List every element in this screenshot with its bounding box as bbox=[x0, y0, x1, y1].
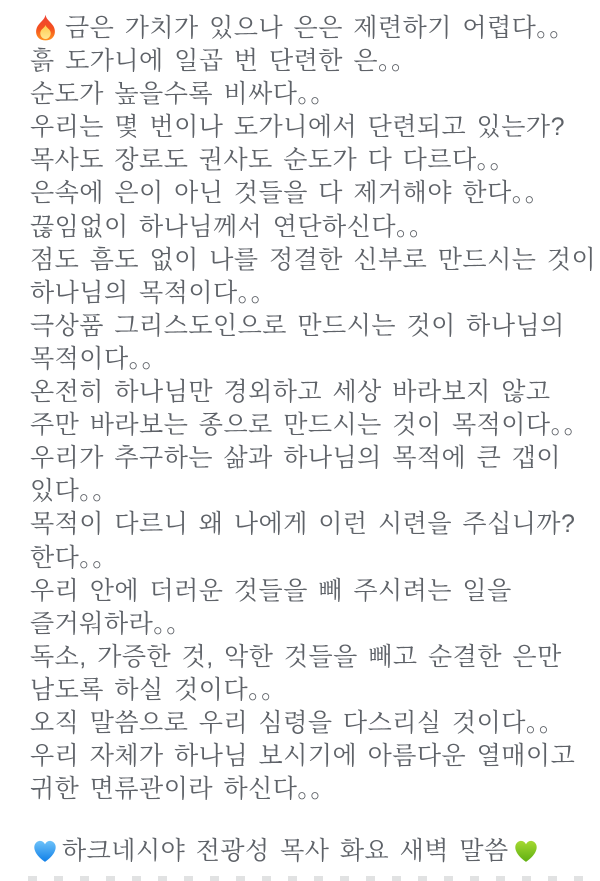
text-line: 순도가 높을수록 비싸다。。 bbox=[30, 80, 336, 109]
text-line: 주만 바라보는 종으로 만드시는 것이 목적이다。。 bbox=[30, 411, 590, 440]
sermon-notes-post bbox=[30, 12, 597, 871]
text-line: 목사도 장로도 권사도 순도가 다 다르다。。 bbox=[30, 146, 516, 175]
text-line: 흙 도가니에 일곱 번 단련한 은。。 bbox=[30, 47, 417, 76]
cropped-next-line-fragment bbox=[28, 876, 590, 881]
text-line: 목적이 다르니 왜 나에게 이런 시련을 주십니까? bbox=[30, 510, 576, 539]
text-line: 하나님의 목적이다。。 bbox=[30, 278, 277, 307]
text-line bbox=[30, 12, 586, 45]
text-line-content: 금은 가치가 있으나 은은 제련하기 어렵다。。 bbox=[65, 14, 575, 42]
attribution-text: 하크네시야 전광성 목사 화요 새벽 말씀 bbox=[62, 837, 509, 866]
text-line: 점도 흠도 없이 나를 정결한 신부로 만드시는 것이 bbox=[30, 245, 597, 274]
text-line: 우리 안에 더러운 것들을 빼 주시려는 일을 bbox=[30, 576, 512, 605]
green-heart-emoji bbox=[511, 836, 541, 866]
text-line: 은속에 은이 아닌 것들을 다 제거해야 한다。。 bbox=[30, 179, 551, 208]
blue-heart-emoji bbox=[30, 836, 60, 866]
text-line: 오직 말씀으로 우리 심령을 다스리실 것이다。。 bbox=[30, 708, 565, 737]
text-line: 있다。。 bbox=[30, 477, 118, 506]
text-line: 귀한 면류관이라 하신다。。 bbox=[30, 775, 336, 804]
text-line: 즐거워하라。。 bbox=[30, 609, 192, 638]
text-line: 한다。。 bbox=[30, 543, 118, 572]
text-line: 독소, 가증한 것, 악한 것들을 빼고 순결한 은만 bbox=[30, 642, 562, 671]
text-line: 우리가 추구하는 삶과 하나님의 목적에 큰 갭이 bbox=[30, 444, 562, 473]
text-line: 끊임없이 하나님께서 연단하신다。。 bbox=[30, 212, 435, 241]
fire-emoji bbox=[30, 13, 61, 44]
text-line: 목적이다。。 bbox=[30, 344, 168, 373]
text-line: 남도록 하실 것이다。。 bbox=[30, 675, 287, 704]
text-line: 우리는 몇 번이나 도가니에서 단련되고 있는가? bbox=[30, 113, 565, 142]
text-line: 온전히 하나님만 경외하고 세상 바라보지 않고 bbox=[30, 378, 551, 407]
text-line: 우리 자체가 하나님 보시기에 아름다운 열매이고 bbox=[30, 742, 576, 771]
attribution-line bbox=[30, 831, 586, 871]
text-line: 극상품 그리스도인으로 만드시는 것이 하나님의 bbox=[30, 311, 565, 340]
